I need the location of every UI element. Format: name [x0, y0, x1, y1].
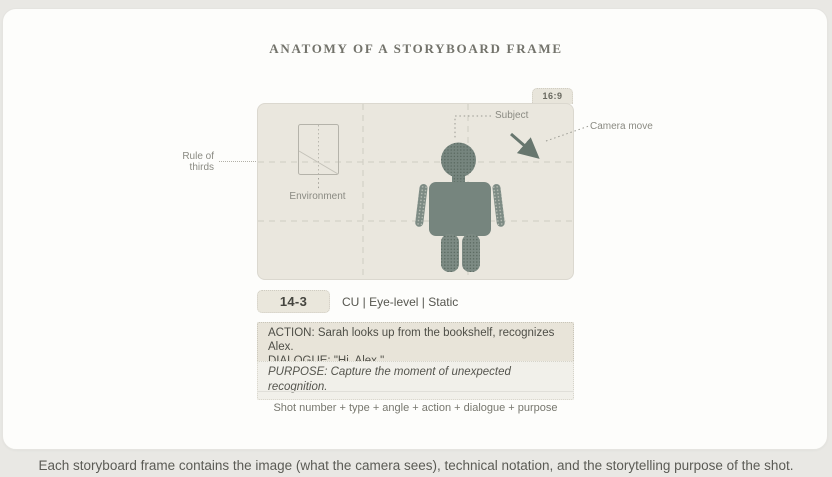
environment-sketch — [299, 125, 339, 191]
purpose-box: PURPOSE: Capture the moment of unexpected recognition. — [257, 361, 574, 400]
subject-label: Subject — [495, 110, 529, 121]
footer-caption: Each storyboard frame contains the image (what the camera sees), technical notation, and the storytelling purpose of the shot. — [38, 458, 794, 473]
subject-leader-line — [455, 116, 491, 140]
rule-of-thirds-label: Rule of thirds — [182, 151, 214, 173]
aspect-ratio-badge: 16:9 — [532, 88, 573, 104]
rule-of-thirds-leader-line — [219, 161, 256, 162]
shot-number-badge: 14-3 — [257, 290, 330, 313]
page-title: ANATOMY OF A STORYBOARD FRAME — [269, 41, 563, 56]
camera-move-label: Camera move — [590, 121, 653, 132]
divider-line — [257, 391, 574, 392]
formula-caption: Shot number + type + angle + action + dialogue + purpose — [273, 402, 558, 414]
camera-move-leader-line — [542, 117, 594, 145]
shot-specs-text: CU | Eye-level | Static — [342, 295, 459, 309]
camera-move-arrow — [511, 134, 534, 154]
action-line: ACTION: Sarah looks up from the bookshelf, recognizes Alex. — [268, 327, 555, 353]
environment-label: Environment — [289, 191, 346, 202]
